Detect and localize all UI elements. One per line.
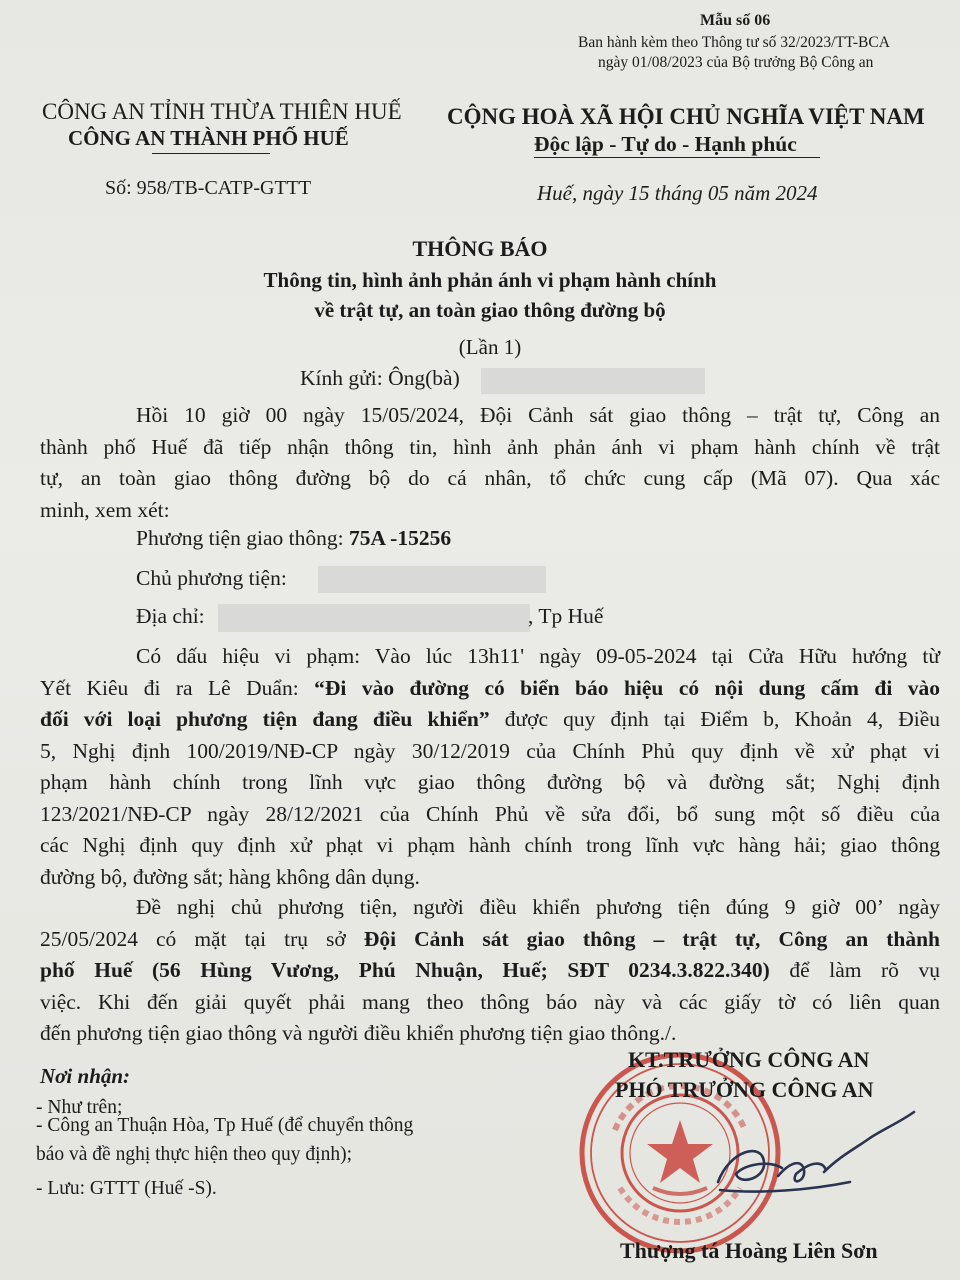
intro-line-2: thành phố Huế đã tiếp nhận thông tin, hình ảnh phản ánh vi phạm hành chính về trật	[40, 434, 940, 459]
agency-parent: CÔNG AN TỈNH THỪA THIÊN HUẾ	[42, 99, 402, 124]
request-paragraph	[40, 892, 940, 1050]
nation-motto: Độc lập - Tự do - Hạnh phúc	[534, 132, 797, 156]
request-line-5: đến phương tiện giao thông và người điều khiển phương tiện giao thông./.	[40, 1021, 677, 1045]
nation-name: CỘNG HOÀ XÃ HỘI CHỦ NGHĨA VIỆT NAM	[447, 104, 925, 129]
violation-line-2-bold: “Đi vào đường có biển báo hiệu có nội dung cấm đi vào	[314, 675, 941, 700]
motto-underline	[534, 157, 820, 158]
handwritten-signature	[700, 1090, 920, 1230]
form-issued-date: ngày 01/08/2023 của Bộ trưởng Bộ Công an	[598, 54, 874, 71]
violation-line-2	[40, 673, 940, 705]
redacted-address	[218, 604, 530, 632]
violation-line-3	[40, 704, 940, 736]
recipient-1: - Như trên;	[36, 1097, 123, 1118]
form-number: Mẫu số 06	[700, 12, 771, 29]
form-issued-with: Ban hành kèm theo Thông tư số 32/2023/TT-BCA	[578, 34, 890, 51]
document-title: THÔNG BÁO	[412, 236, 548, 261]
request-line-2	[40, 924, 940, 956]
request-line-3-bold: phố Huế (56 Hùng Vương, Phú Nhuận, Huế; SĐT 0234.3.822.340)	[40, 958, 770, 982]
violation-paragraph	[40, 641, 940, 893]
document-number: Số: 958/TB-CATP-GTTT	[105, 177, 312, 199]
violation-line-8: đường bộ, đường sắt; hàng không dân dụng.	[40, 864, 420, 889]
signature-line-2: PHÓ TRƯỞNG CÔNG AN	[615, 1077, 874, 1102]
request-line-1: Đề nghị chủ phương tiện, người điều khiển phương tiện đúng 9 giờ 00’ ngày	[136, 895, 940, 919]
request-line-2-bold: Đội Cảnh sát giao thông – trật tự, Công an thành	[363, 926, 940, 951]
signer-name: Thượng tá Hoàng Liên Sơn	[620, 1238, 878, 1263]
violation-line-6: 123/2021/NĐ-CP ngày 28/12/2021 của Chính Phủ về sửa đổi, bổ sung một số điều của	[40, 801, 940, 826]
recipients-heading: Nơi nhận:	[40, 1064, 131, 1088]
vehicle-row	[136, 526, 451, 551]
document-subtitle-1: Thông tin, hình ảnh phản ánh vi phạm hành chính	[263, 268, 717, 292]
intro-line-4: minh, xem xét:	[40, 497, 170, 522]
intro-paragraph	[40, 400, 940, 526]
request-line-2-plain: 25/05/2024 có mặt tại trụ sở	[40, 926, 364, 951]
violation-line-1: Có dấu hiệu vi phạm: Vào lúc 13h11' ngày 09-05-2024 tại Cửa Hữu hướng từ	[136, 644, 940, 668]
recipient-2b: báo và đề nghị thực hiện theo quy định);	[36, 1144, 352, 1165]
request-line-4: việc. Khi đến giải quyết phải mang theo thông báo này và các giấy tờ có liên quan	[40, 989, 940, 1014]
violation-line-7: các Nghị định quy định xử phạt vi phạm hành chính trong lĩnh vực hàng hải; giao thông	[40, 833, 940, 857]
violation-line-5: phạm hành chính trong lĩnh vực giao thông đường bộ và đường sắt; Nghị định	[40, 770, 940, 794]
redacted-addressee	[481, 368, 705, 394]
violation-line-3-plain: được quy định tại Điểm b, Khoản 4, Điều	[489, 707, 941, 731]
recipient-3: - Lưu: GTTT (Huế -S).	[36, 1178, 217, 1199]
address-suffix: , Tp Huế	[528, 604, 604, 628]
addressee-label: Kính gửi: Ông(bà)	[300, 366, 460, 390]
address-label: Địa chỉ:	[136, 604, 205, 628]
agency-underline	[152, 153, 270, 154]
request-line-3	[40, 955, 940, 987]
redacted-owner	[318, 566, 546, 593]
signature-line-1: KT.TRƯỞNG CÔNG AN	[628, 1047, 870, 1072]
intro-line-1: Hồi 10 giờ 00 ngày 15/05/2024, Đội Cảnh sát giao thông – trật tự, Công an	[136, 403, 940, 427]
vehicle-plate: 75A -15256	[348, 526, 452, 550]
intro-line-3: tự, an toàn giao thông đường bộ do cá nhân, tổ chức cung cấp (Mã 07). Qua xác	[40, 466, 940, 490]
agency-name: CÔNG AN THÀNH PHỐ HUẾ	[68, 126, 349, 150]
vehicle-label: Phương tiện giao thông:	[136, 526, 349, 550]
place-date: Huế, ngày 15 tháng 05 năm 2024	[537, 181, 818, 205]
violation-line-3-bold: đối với loại phương tiện đang điều khiển”	[40, 707, 490, 731]
violation-line-2-plain: Yết Kiêu đi ra Lê Duẩn:	[40, 675, 315, 700]
attempt-label: (Lần 1)	[458, 335, 522, 359]
owner-label: Chủ phương tiện:	[136, 566, 287, 590]
recipient-2a: - Công an Thuận Hòa, Tp Huế (để chuyển thông	[36, 1115, 414, 1136]
document-subtitle-2: về trật tự, an toàn giao thông đường bộ	[314, 298, 666, 322]
violation-line-4: 5, Nghị định 100/2019/NĐ-CP ngày 30/12/2019 của Chính Phủ quy định về xử phạt vi	[40, 738, 940, 763]
request-line-3-plain: để làm rõ vụ	[769, 958, 940, 982]
